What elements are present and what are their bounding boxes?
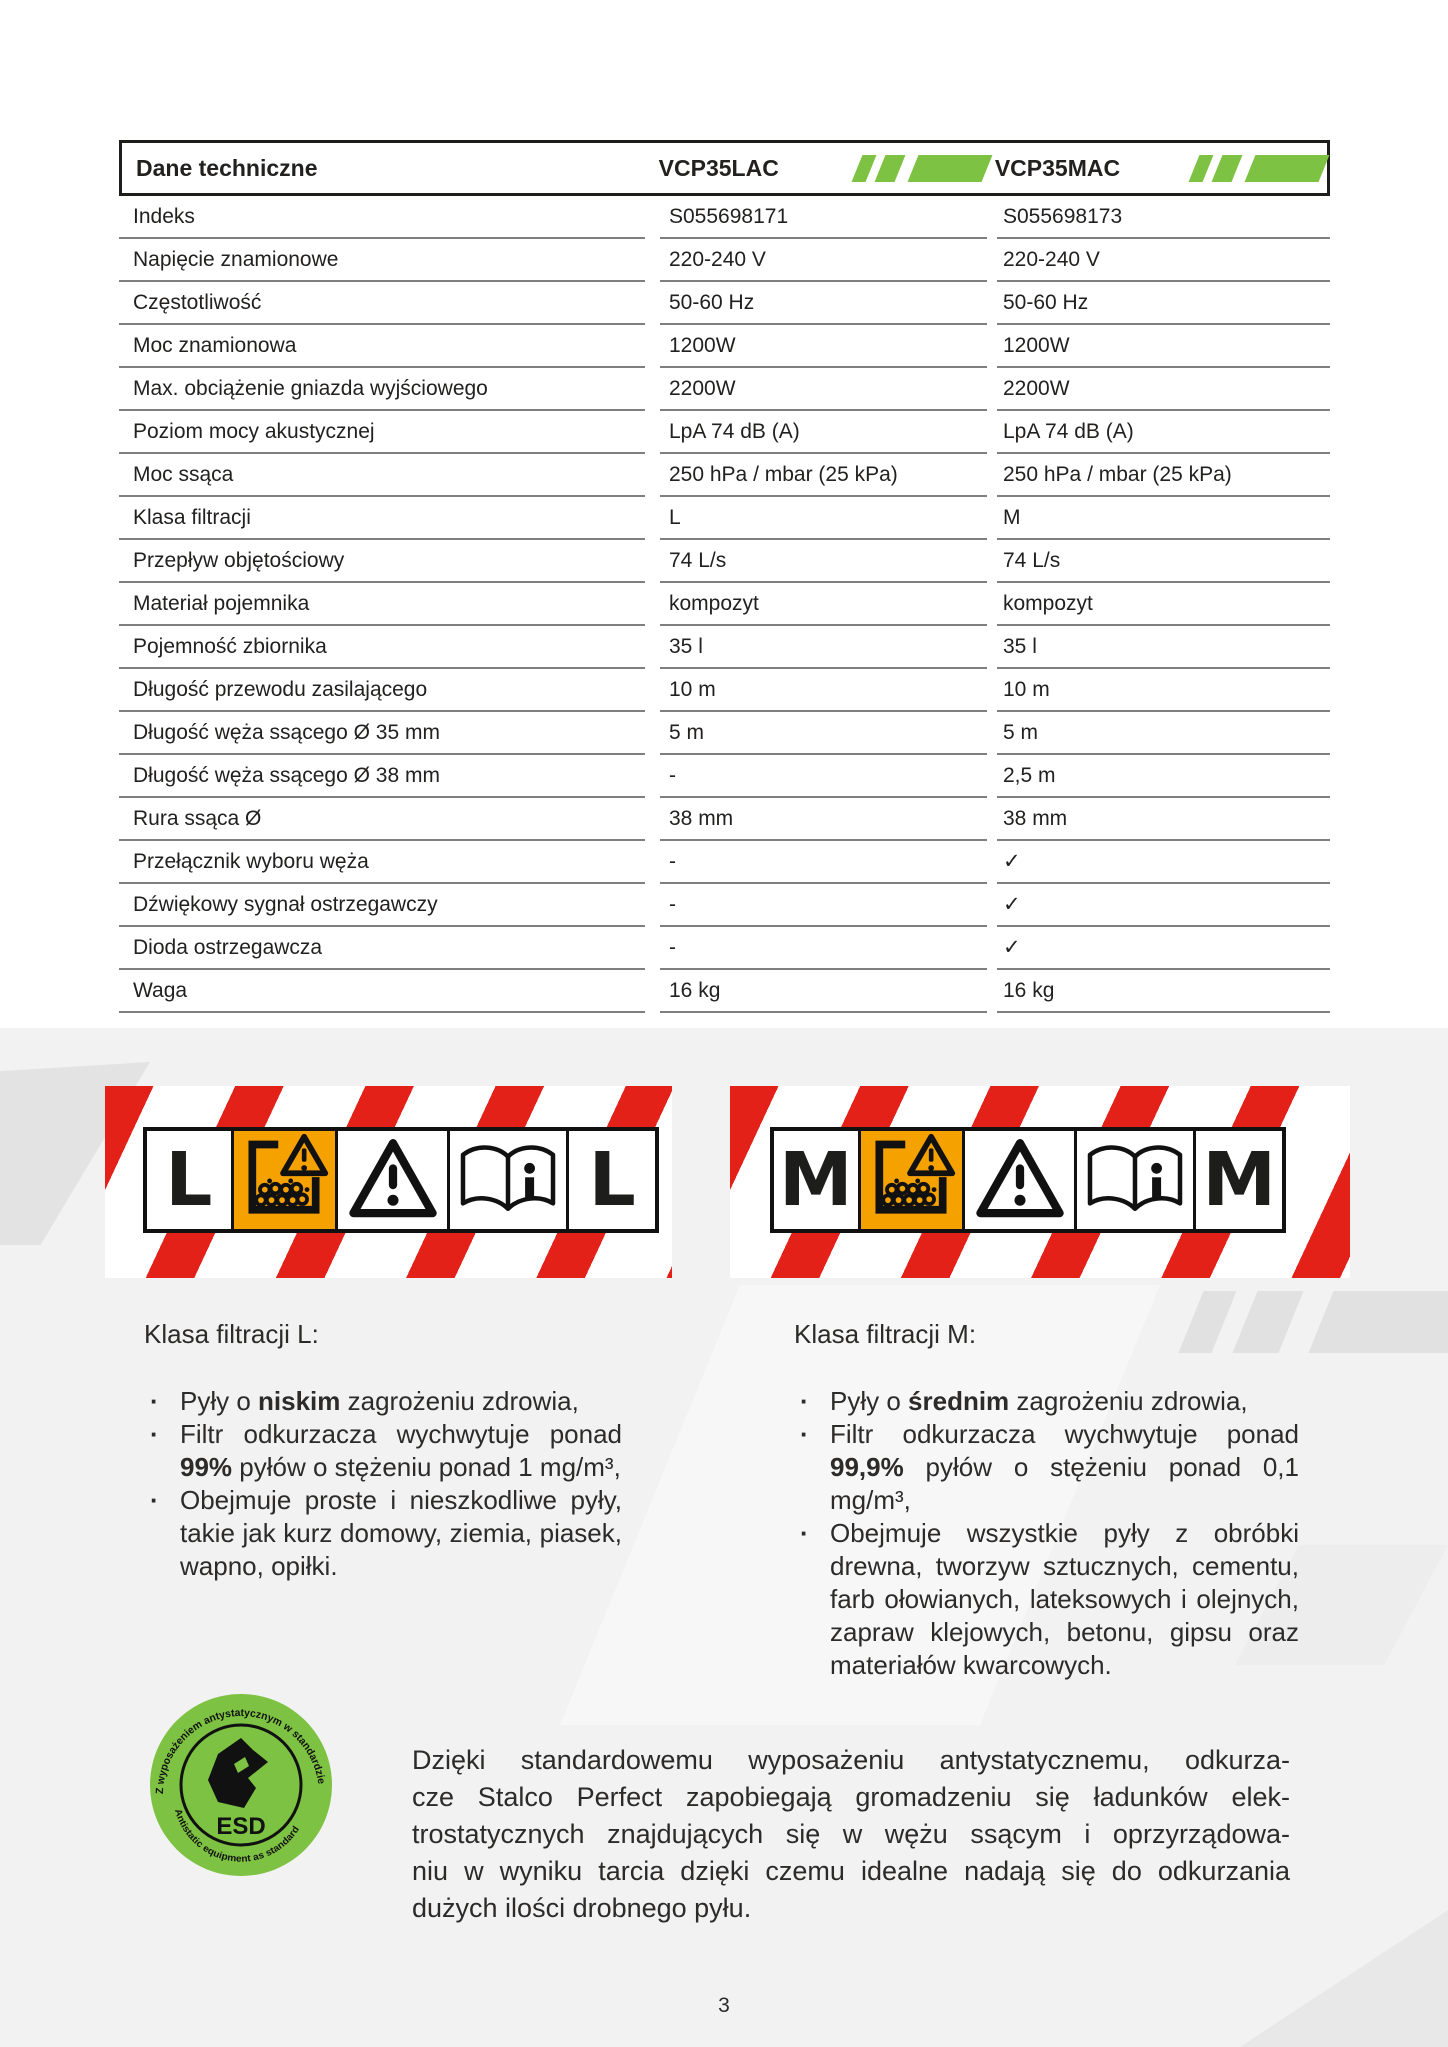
paragraph-line: dużych ilości drobnego pyłu. bbox=[412, 1893, 752, 1923]
column-header-vcp35lac bbox=[659, 155, 995, 182]
spec-table-body bbox=[119, 196, 1330, 1013]
bullet-text: Pyły o średnim zagrożeniu zdrowia, bbox=[830, 1386, 1248, 1416]
page-number: 3 bbox=[718, 1994, 730, 2017]
dust-container-warning-icon bbox=[861, 1131, 965, 1229]
column-header-vcp35mac bbox=[995, 155, 1327, 182]
row-label: Pojemność zbiornika bbox=[119, 626, 645, 669]
bullet-text: Obejmuje proste i nieszkodliwe pyły, takie jak kurz domowy, ziemia, piasek, wapno, opiłki. bbox=[180, 1485, 622, 1581]
row-label: Poziom mocy akustycznej bbox=[119, 411, 645, 454]
table-row bbox=[119, 712, 1330, 755]
row-label: Klasa filtracji bbox=[119, 497, 645, 540]
class-letter: L bbox=[147, 1131, 234, 1229]
table-row bbox=[119, 497, 1330, 540]
bullet-text: Filtr odkurzacza wychwytuje ponad 99% pyłów o stężeniu ponad 1 mg/m³, bbox=[180, 1419, 622, 1482]
section-title: Klasa filtracji L: bbox=[144, 1319, 319, 1349]
table-row bbox=[119, 540, 1330, 583]
row-value-vcp35lac: 1200W bbox=[660, 325, 987, 368]
spec-table-header bbox=[119, 140, 1330, 196]
dust-class-l-strip bbox=[143, 1127, 659, 1233]
paragraph-line: niu w wyniku tarcia dzięki czemu idealne nadają się do odkurzania bbox=[412, 1856, 1290, 1886]
row-value-vcp35mac: ✓ bbox=[997, 927, 1330, 970]
table-row bbox=[119, 626, 1330, 669]
bullet-dot: · bbox=[800, 1386, 809, 1416]
table-title: Dane techniczne bbox=[136, 154, 318, 181]
row-value-vcp35lac: 250 hPa / mbar (25 kPa) bbox=[660, 454, 987, 497]
bullet-dot: · bbox=[150, 1419, 159, 1449]
row-value-vcp35lac: 38 mm bbox=[660, 798, 987, 841]
bullet-item bbox=[144, 1484, 622, 1583]
row-value-vcp35mac: 16 kg bbox=[997, 970, 1330, 1013]
table-row bbox=[119, 368, 1330, 411]
paragraph-line: trostatycznych znajdujących się w wężu ssącym i oprzyrządowa- bbox=[412, 1819, 1290, 1849]
row-value-vcp35lac: 10 m bbox=[660, 669, 987, 712]
dust-container-warning-icon bbox=[234, 1131, 338, 1229]
paragraph-line: Dzięki standardowemu wyposażeniu antystatycznemu, odkurza- bbox=[412, 1745, 1290, 1775]
row-label: Dioda ostrzegawcza bbox=[119, 927, 645, 970]
row-value-vcp35lac: 2200W bbox=[660, 368, 987, 411]
bullet-text: Obejmuje wszystkie pyły z obróbki drewna, tworzyw sztucznych, cementu, farb ołowianych, lateksowych i olejnych, zapraw klejowych, betonu, gipsu oraz materiałów kwarcowych. bbox=[830, 1518, 1299, 1680]
row-value-vcp35mac: ✓ bbox=[997, 884, 1330, 927]
row-value-vcp35lac: - bbox=[660, 755, 987, 798]
row-value-vcp35mac: ✓ bbox=[997, 841, 1330, 884]
row-value-vcp35mac: 220-240 V bbox=[997, 239, 1330, 282]
esd-antistatic-badge-icon bbox=[150, 1694, 332, 1876]
table-row bbox=[119, 755, 1330, 798]
bullet-item bbox=[144, 1385, 622, 1418]
row-value-vcp35mac: LpA 74 dB (A) bbox=[997, 411, 1330, 454]
bullet-text: Pyły o niskim zagrożeniu zdrowia, bbox=[180, 1386, 579, 1416]
row-value-vcp35mac: S055698173 bbox=[997, 196, 1330, 239]
paragraph-line: cze Stalco Perfect zapobiegają gromadzeniu się ładunków elek- bbox=[412, 1782, 1290, 1812]
row-label: Dźwiękowy sygnał ostrzegawczy bbox=[119, 884, 645, 927]
row-value-vcp35mac: 2200W bbox=[997, 368, 1330, 411]
dust-class-m-strip bbox=[770, 1127, 1286, 1233]
row-value-vcp35mac: 10 m bbox=[997, 669, 1330, 712]
class-letter: L bbox=[569, 1131, 655, 1229]
row-value-vcp35mac: kompozyt bbox=[997, 583, 1330, 626]
row-label: Max. obciążenie gniazda wyjściowego bbox=[119, 368, 645, 411]
row-value-vcp35lac: - bbox=[660, 927, 987, 970]
row-value-vcp35lac: 220-240 V bbox=[660, 239, 987, 282]
spec-table bbox=[119, 140, 1330, 1013]
table-row bbox=[119, 669, 1330, 712]
bullet-list bbox=[144, 1385, 622, 1583]
svg-text:ESD: ESD bbox=[216, 1813, 266, 1840]
row-value-vcp35lac: LpA 74 dB (A) bbox=[660, 411, 987, 454]
bullet-list bbox=[794, 1385, 1299, 1682]
bullet-dot: · bbox=[150, 1386, 159, 1416]
row-value-vcp35lac: 35 l bbox=[660, 626, 987, 669]
bullet-item bbox=[794, 1418, 1299, 1517]
warning-triangle-icon bbox=[965, 1131, 1077, 1229]
row-value-vcp35lac: 50-60 Hz bbox=[660, 282, 987, 325]
table-row bbox=[119, 841, 1330, 884]
row-value-vcp35lac: - bbox=[660, 884, 987, 927]
antistatic-paragraph bbox=[412, 1742, 1290, 1927]
table-row bbox=[119, 927, 1330, 970]
row-label: Przełącznik wyboru węża bbox=[119, 841, 645, 884]
row-value-vcp35mac: 1200W bbox=[997, 325, 1330, 368]
row-label: Rura ssąca Ø bbox=[119, 798, 645, 841]
table-row bbox=[119, 798, 1330, 841]
svg-text:Antistatic equipment as standa: Antistatic equipment as standard bbox=[172, 1807, 302, 1865]
green-slashes-icon bbox=[857, 155, 987, 182]
table-row bbox=[119, 411, 1330, 454]
dust-class-l-banner bbox=[105, 1086, 672, 1278]
model-name: VCP35LAC bbox=[658, 154, 779, 181]
row-label: Długość węża ssącego Ø 38 mm bbox=[119, 755, 645, 798]
row-label: Indeks bbox=[119, 196, 645, 239]
row-value-vcp35mac: 250 hPa / mbar (25 kPa) bbox=[997, 454, 1330, 497]
row-label: Długość węża ssącego Ø 35 mm bbox=[119, 712, 645, 755]
section-title: Klasa filtracji M: bbox=[794, 1319, 977, 1349]
row-label: Materiał pojemnika bbox=[119, 583, 645, 626]
svg-text:Z wyposażeniem antystatycznym: Z wyposażeniem antystatycznym w standardzie bbox=[153, 1706, 328, 1795]
row-value-vcp35mac: 5 m bbox=[997, 712, 1330, 755]
row-label: Moc ssąca bbox=[119, 454, 645, 497]
row-value-vcp35lac: 16 kg bbox=[660, 970, 987, 1013]
row-value-vcp35mac: 2,5 m bbox=[997, 755, 1330, 798]
table-row bbox=[119, 970, 1330, 1013]
model-name: VCP35MAC bbox=[994, 154, 1121, 181]
row-value-vcp35lac: - bbox=[660, 841, 987, 884]
bullet-text: Filtr odkurzacza wychwytuje ponad 99,9% pyłów o stężeniu ponad 0,1 mg/m³, bbox=[830, 1419, 1299, 1515]
filtration-class-l-section bbox=[144, 1318, 622, 1583]
row-value-vcp35lac: S055698171 bbox=[660, 196, 987, 239]
table-row bbox=[119, 325, 1330, 368]
read-manual-book-icon bbox=[450, 1131, 569, 1229]
class-letter: M bbox=[774, 1131, 861, 1229]
row-label: Moc znamionowa bbox=[119, 325, 645, 368]
row-label: Długość przewodu zasilającego bbox=[119, 669, 645, 712]
row-label: Przepływ objętościowy bbox=[119, 540, 645, 583]
row-value-vcp35lac: 5 m bbox=[660, 712, 987, 755]
row-label: Częstotliwość bbox=[119, 282, 645, 325]
bullet-dot: · bbox=[800, 1518, 809, 1548]
bullet-item bbox=[794, 1385, 1299, 1418]
table-row bbox=[119, 583, 1330, 626]
warning-triangle-icon bbox=[338, 1131, 450, 1229]
row-value-vcp35mac: M bbox=[997, 497, 1330, 540]
row-value-vcp35mac: 50-60 Hz bbox=[997, 282, 1330, 325]
row-value-vcp35mac: 35 l bbox=[997, 626, 1330, 669]
bullet-item bbox=[144, 1418, 622, 1484]
row-label: Waga bbox=[119, 970, 645, 1013]
table-row bbox=[119, 282, 1330, 325]
row-value-vcp35mac: 74 L/s bbox=[997, 540, 1330, 583]
green-slashes-icon bbox=[1194, 155, 1324, 182]
bullet-item bbox=[794, 1517, 1299, 1682]
read-manual-book-icon bbox=[1077, 1131, 1196, 1229]
dust-class-m-banner bbox=[730, 1086, 1350, 1278]
row-value-vcp35lac: 74 L/s bbox=[660, 540, 987, 583]
table-row bbox=[119, 239, 1330, 282]
filtration-class-m-section bbox=[794, 1318, 1299, 1682]
bullet-dot: · bbox=[800, 1419, 809, 1449]
row-value-vcp35lac: L bbox=[660, 497, 987, 540]
table-row bbox=[119, 884, 1330, 927]
table-row bbox=[119, 196, 1330, 239]
table-row bbox=[119, 454, 1330, 497]
row-label: Napięcie znamionowe bbox=[119, 239, 645, 282]
row-value-vcp35mac: 38 mm bbox=[997, 798, 1330, 841]
bullet-dot: · bbox=[150, 1485, 159, 1515]
class-letter: M bbox=[1196, 1131, 1282, 1229]
row-value-vcp35lac: kompozyt bbox=[660, 583, 987, 626]
